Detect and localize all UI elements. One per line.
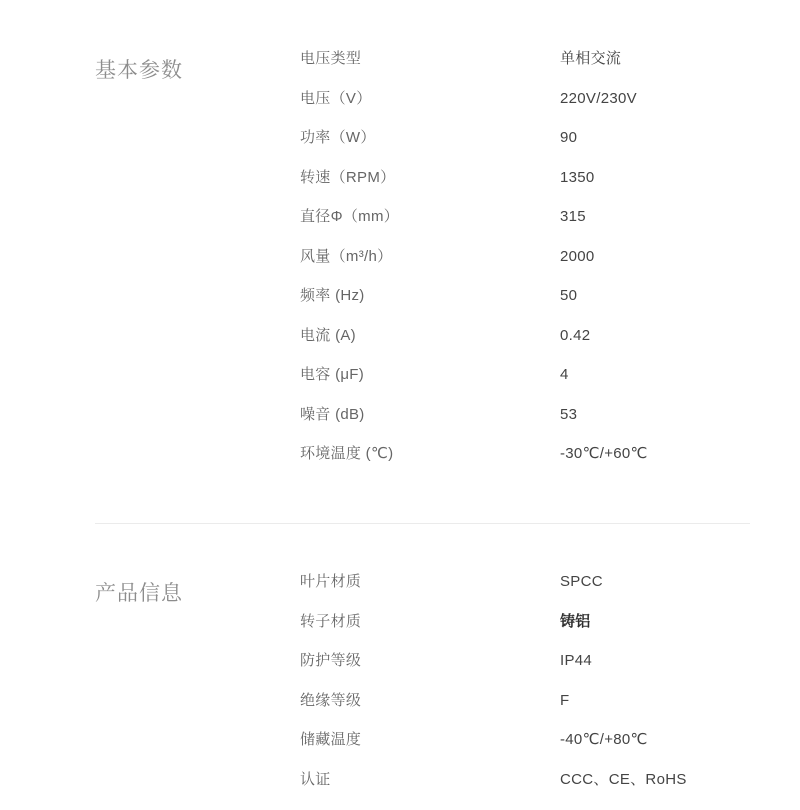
spec-value: 2000 bbox=[560, 248, 800, 266]
spec-value: 315 bbox=[560, 208, 800, 226]
table-row bbox=[300, 208, 800, 248]
spec-value: 4 bbox=[560, 366, 800, 384]
table-row bbox=[300, 366, 800, 406]
spec-label: 绝缘等级 bbox=[300, 692, 560, 710]
spec-value: 220V/230V bbox=[560, 90, 800, 108]
section-product-information bbox=[0, 573, 800, 810]
spec-value: 铸铝 bbox=[560, 613, 800, 631]
spec-value: -40℃/+80℃ bbox=[560, 731, 800, 749]
table-row bbox=[300, 573, 800, 613]
table-row bbox=[300, 90, 800, 130]
spec-label: 频率 (Hz) bbox=[300, 287, 560, 305]
spec-label: 转子材质 bbox=[300, 613, 560, 631]
spec-label: 防护等级 bbox=[300, 652, 560, 670]
spec-label: 电压（V） bbox=[300, 90, 560, 108]
spec-label: 电压类型 bbox=[300, 50, 560, 68]
spec-label: 叶片材质 bbox=[300, 573, 560, 591]
table-row bbox=[300, 445, 800, 485]
table-row bbox=[300, 731, 800, 771]
spec-value: 90 bbox=[560, 129, 800, 147]
spec-value: 53 bbox=[560, 406, 800, 424]
spec-value: 50 bbox=[560, 287, 800, 305]
spec-label: 电流 (A) bbox=[300, 327, 560, 345]
table-row bbox=[300, 50, 800, 90]
spec-value: IP44 bbox=[560, 652, 800, 670]
spec-label: 储藏温度 bbox=[300, 731, 560, 749]
table-row bbox=[300, 327, 800, 367]
table-row bbox=[300, 287, 800, 327]
spec-label: 环境温度 (℃) bbox=[300, 445, 560, 463]
spec-value: CCC、CE、RoHS bbox=[560, 771, 800, 789]
spec-value: F bbox=[560, 692, 800, 710]
spec-label: 直径Φ（mm） bbox=[300, 208, 560, 226]
section-title-product: 产品信息 bbox=[95, 573, 300, 607]
spec-value: 单相交流 bbox=[560, 50, 800, 68]
spec-value: 0.42 bbox=[560, 327, 800, 345]
spec-label: 转速（RPM） bbox=[300, 169, 560, 187]
table-row bbox=[300, 406, 800, 446]
spec-label: 噪音 (dB) bbox=[300, 406, 560, 424]
spec-label: 电容 (μF) bbox=[300, 366, 560, 384]
section-divider bbox=[95, 523, 750, 524]
spec-table-product bbox=[300, 573, 800, 810]
spec-label: 认证 bbox=[300, 771, 560, 789]
spec-table-basic bbox=[300, 50, 800, 485]
table-row bbox=[300, 129, 800, 169]
spec-value: 1350 bbox=[560, 169, 800, 187]
table-row bbox=[300, 613, 800, 653]
spec-label: 风量（m³/h） bbox=[300, 248, 560, 266]
spec-label: 功率（W） bbox=[300, 129, 560, 147]
spec-value: SPCC bbox=[560, 573, 800, 591]
section-title-basic: 基本参数 bbox=[95, 50, 300, 84]
table-row bbox=[300, 652, 800, 692]
table-row bbox=[300, 692, 800, 732]
table-row bbox=[300, 771, 800, 810]
spec-value: -30℃/+60℃ bbox=[560, 445, 800, 463]
table-row bbox=[300, 169, 800, 209]
table-row bbox=[300, 248, 800, 288]
